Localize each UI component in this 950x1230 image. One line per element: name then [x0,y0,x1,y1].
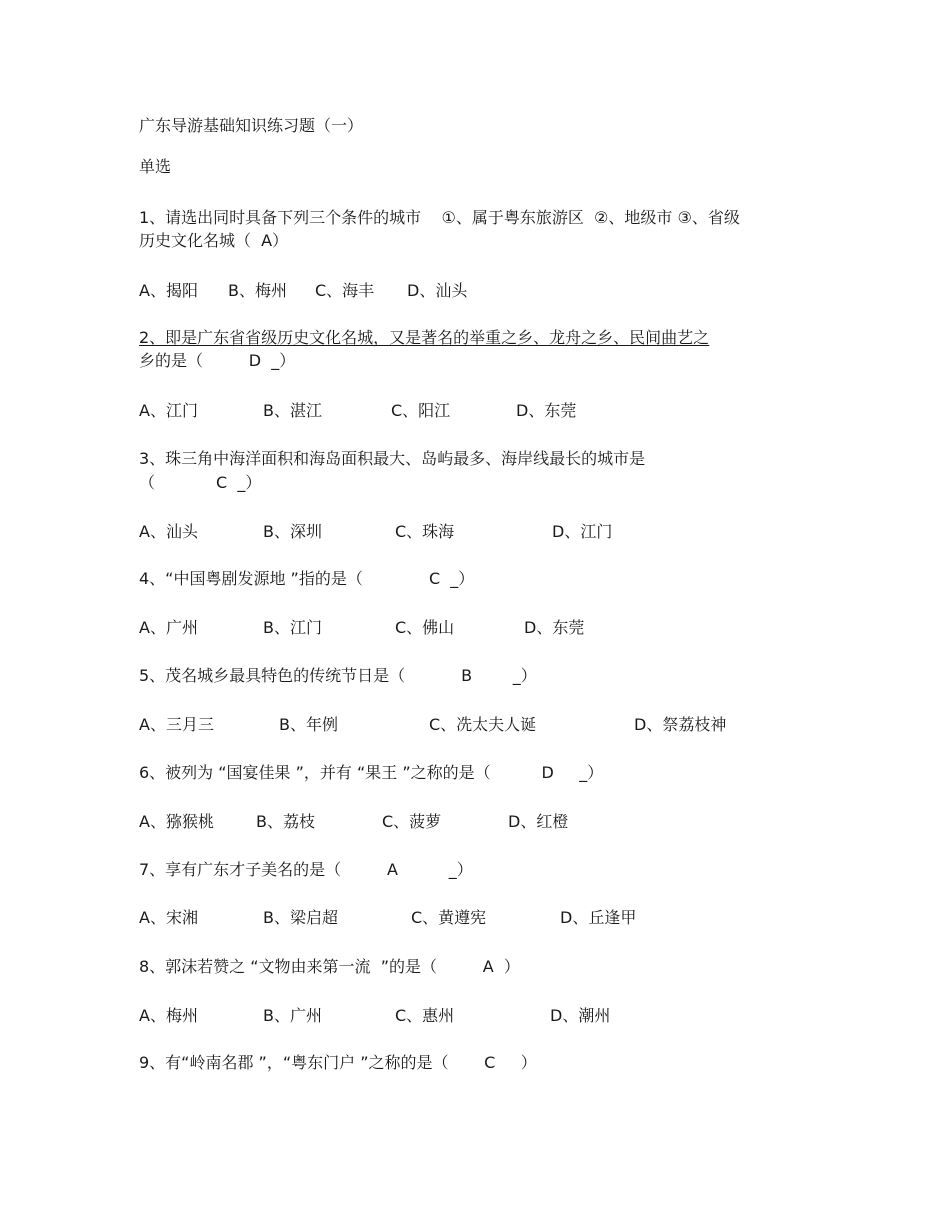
question-1-line-2: 历史文化名城（ A） [139,231,289,250]
document-title: 广东导游基础知识练习题（一） [139,116,364,135]
question-1-option-a: A、揭阳 [139,281,198,300]
question-2-option-a: A、江门 [139,401,198,420]
question-2-line-2: 乡的是（ D _） [139,351,296,370]
question-7-option-b: B、梁启超 [263,908,338,927]
question-6-option-c: C、菠萝 [382,812,442,831]
question-1-option-b: B、梅州 [228,281,287,300]
question-7-option-c: C、黄遵宪 [411,908,487,927]
question-5-option-d: D、祭荔枝神 [634,715,727,734]
question-3-option-d: D、江门 [552,522,613,541]
question-1-option-d: D、汕头 [407,281,468,300]
question-8-option-c: C、惠州 [395,1006,455,1025]
question-3-line-2: （ C _） [139,473,262,492]
question-7-option-d: D、丘逢甲 [560,908,637,927]
question-4-line-1: 4、“中国粤剧发源地 ”指的是（ C _） [139,569,475,588]
question-6-option-b: B、荔枝 [256,812,315,831]
question-5-option-b: B、年例 [279,715,338,734]
question-1-line-1: 1、请选出同时具备下列三个条件的城市 ①、属于粤东旅游区 ②、地级市 ③、省级 [139,208,740,227]
question-5-option-c: C、冼太夫人诞 [429,715,537,734]
question-8-option-d: D、潮州 [550,1006,611,1025]
question-5-line-1: 5、茂名城乡最具特色的传统节日是（ B _） [139,666,537,685]
question-4-option-d: D、东莞 [524,618,585,637]
question-5-option-a: A、三月三 [139,715,214,734]
question-2-option-b: B、湛江 [263,401,322,420]
question-8-line-1: 8、郭沫若赞之 “文物由来第一流 ”的是（ A ） [139,957,520,976]
question-7-option-a: A、宋湘 [139,908,198,927]
question-2-option-c: C、阳江 [391,401,451,420]
section-heading: 单选 [139,157,172,176]
question-3-option-a: A、汕头 [139,522,198,541]
question-2-line-1: 2、即是广东省省级历史文化名城，又是著名的举重之乡、龙舟之乡、民间曲艺之 [139,328,710,347]
question-6-line-1: 6、被列为 “国宴佳果 ”，并有 “果王 ”之称的是（ D _） [139,763,604,782]
question-3-option-c: C、珠海 [395,522,455,541]
question-3-line-1: 3、珠三角中海洋面积和海岛面积最大、岛屿最多、海岸线最长的城市是 [139,449,646,468]
question-1-option-c: C、海丰 [315,281,375,300]
question-8-option-b: B、广州 [263,1006,322,1025]
question-7-line-1: 7、享有广东才子美名的是（ A _） [139,860,473,879]
question-6-option-d: D、红橙 [508,812,569,831]
question-4-option-c: C、佛山 [395,618,455,637]
question-8-option-a: A、梅州 [139,1006,198,1025]
question-3-option-b: B、深圳 [263,522,322,541]
question-4-option-b: B、江门 [263,618,322,637]
question-4-option-a: A、广州 [139,618,198,637]
question-9-line-1: 9、有“岭南名郡 ”，“粤东门户 ”之称的是（ C ） [139,1053,537,1072]
question-6-option-a: A、猕猴桃 [139,812,214,831]
question-2-option-d: D、东莞 [516,401,577,420]
